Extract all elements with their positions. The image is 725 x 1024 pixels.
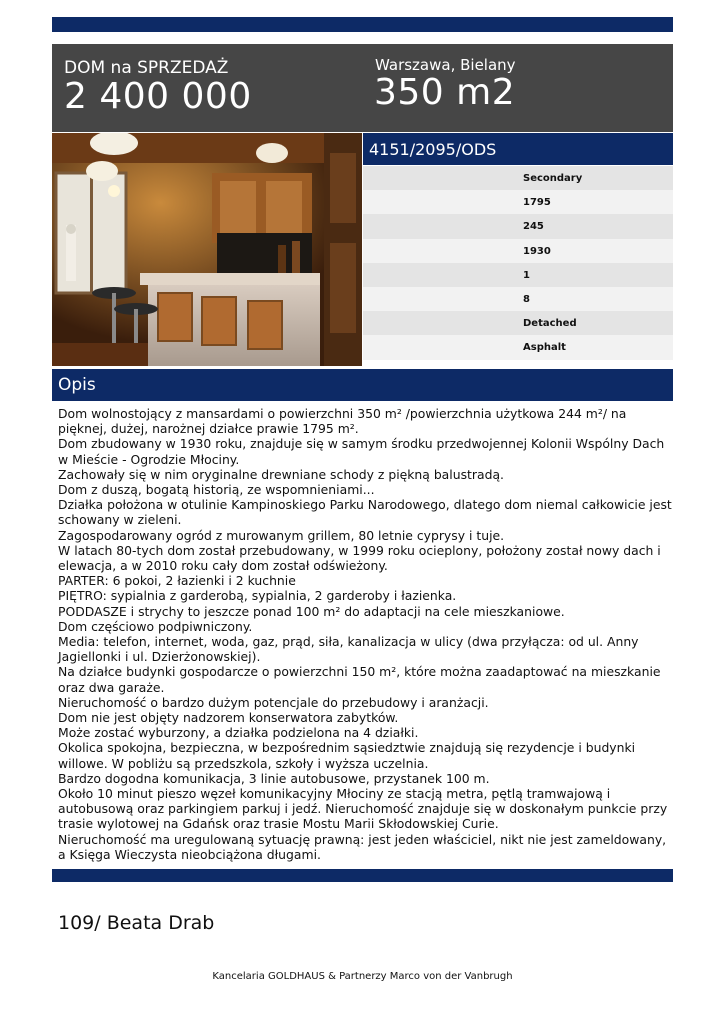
description-line: trasie wylotowej na Gdańsk oraz trasie Mostu Marii Skłodowskiej Curie. <box>58 816 499 832</box>
listing-price: 2 400 000 <box>64 76 252 117</box>
description-line: Media: telefon, internet, woda, gaz, prąd, siła, kanalizacja w ulicy (dwa przyłącza: od ul. Anny <box>58 634 639 650</box>
description-line: Może zostać wyburzony, a działka podzielona na 4 działki. <box>58 725 419 741</box>
param-row <box>363 311 673 335</box>
agent-name: 109/ Beata Drab <box>58 912 215 934</box>
param-value: 245 <box>523 221 544 233</box>
param-row <box>363 287 673 311</box>
description-line: PIĘTRO: sypialnia z garderobą, sypialnia, 2 garderoby i łazienka. <box>58 588 457 604</box>
description-line: PODDASZE i strychy to jeszcze ponad 100 m² do adaptacji na cele mieszkaniowe. <box>58 603 565 619</box>
description-line: pięknej, dużej, narożnej działce prawie 1795 m². <box>58 421 359 437</box>
description-line: Około 10 minut pieszo węzeł komunikacyjny Młociny ze stacją metra, pętlą tramwajową i <box>58 786 611 802</box>
description-line: W latach 80-tych dom został przebudowany, w 1999 roku ocieplony, położony został nowy dach i <box>58 542 661 558</box>
param-value: 1 <box>523 269 530 281</box>
description-line: oraz dwa garaże. <box>58 679 165 695</box>
reference-number: 4151/2095/ODS <box>369 140 497 159</box>
listing-area: 350 m2 <box>374 72 516 113</box>
description-line: Nieruchomość ma uregulowaną sytuację prawną: jest jeden właściciel, nikt nie jest zameldowany, <box>58 831 667 847</box>
description-line: w Mieście - Ogrodzie Młociny. <box>58 451 240 467</box>
description-line: schowany w zieleni. <box>58 512 182 528</box>
param-row <box>363 263 673 287</box>
footer-company: Kancelaria GOLDHAUS & Partnerzy Marco von der Vanbrugh <box>212 971 513 982</box>
reference-bar <box>363 133 673 165</box>
property-photo <box>52 133 362 366</box>
description-line: Na działce budynki gospodarcze o powierzchni 150 m², które można zaadaptować na mieszkanie <box>58 664 661 680</box>
bottom-accent-band <box>52 869 673 882</box>
parameters-table <box>363 166 673 360</box>
description-line: a Księga Wieczysta nieobciążona długami. <box>58 846 321 862</box>
description-line: Jagiellonki i ul. Dzierżonowskiej). <box>58 649 261 665</box>
description-line: Dom częściowo podpiwniczony. <box>58 618 253 634</box>
description-line: PARTER: 6 pokoi, 2 łazienki i 2 kuchnie <box>58 573 296 589</box>
param-row <box>363 214 673 238</box>
param-row <box>363 190 673 214</box>
description-line: Nieruchomość o bardzo dużym potencjale do przebudowy i aranżacji. <box>58 694 489 710</box>
description-text <box>58 406 670 862</box>
description-title: Opis <box>58 375 96 395</box>
listing-location: Warszawa, Bielany <box>375 56 516 74</box>
param-value: Detached <box>523 318 577 330</box>
param-row <box>363 166 673 190</box>
top-accent-band <box>52 17 673 32</box>
description-line: Działka położona w otulinie Kampinoskiego Parku Narodowego, dlatego dom niemal całkowicie jest <box>58 497 672 513</box>
description-line: Dom nie jest objęty nadzorem konserwatora zabytków. <box>58 710 399 726</box>
description-line: Dom zbudowany w 1930 roku, znajduje się w samym środku przedwojennej Kolonii Wspólny Dach <box>58 436 665 452</box>
param-value: 1930 <box>523 245 551 257</box>
param-row <box>363 335 673 359</box>
description-header-bar <box>52 369 673 401</box>
description-line: Zachowały się w nim oryginalne drewniane schody z piękną balustradą. <box>58 466 504 482</box>
param-row <box>363 239 673 263</box>
listing-header <box>52 44 673 132</box>
description-line: Dom z duszą, bogatą historią, ze wspomnieniami... <box>58 482 375 498</box>
param-value: 8 <box>523 293 530 305</box>
listing-type: DOM na SPRZEDAŻ <box>64 58 229 78</box>
description-line: Okolica spokojna, bezpieczna, w bezpośrednim sąsiedztwie znajdują się rezydencje i budynki <box>58 740 636 756</box>
description-line: elewacja, a w 2010 roku cały dom został odświeżony. <box>58 558 388 574</box>
param-value: Secondary <box>523 173 583 184</box>
description-line: Dom wolnostojący z mansardami o powierzchni 350 m² /powierzchnia użytkowa 244 m²/ na <box>58 406 627 421</box>
param-value: Asphalt <box>523 342 566 354</box>
param-value: 1795 <box>523 197 551 209</box>
description-line: autobusową oraz parkingiem parkuj i jedź. Nieruchomość znajduje się w doskonałym punkcie przy <box>58 801 668 817</box>
description-line: Zagospodarowany ogród z murowanym grillem, 80 letnie cyprysy i tuje. <box>58 527 505 543</box>
description-line: willowe. W pobliżu są przedszkola, szkoły i wyższa uczelnia. <box>58 755 429 771</box>
description-line: Bardzo dogodna komunikacja, 3 linie autobusowe, przystanek 100 m. <box>58 770 490 786</box>
